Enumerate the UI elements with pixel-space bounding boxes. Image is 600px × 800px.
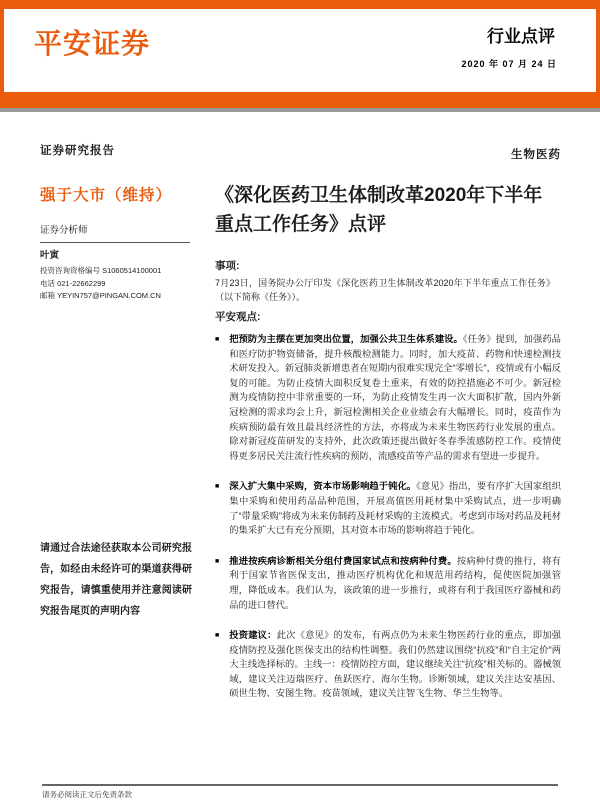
industry-label: 生物医药 [511, 149, 561, 161]
bullet-lead: 投资建议： [229, 630, 277, 641]
bullet-text [229, 332, 561, 463]
bullet-square-icon: ■ [215, 483, 220, 491]
list-item [215, 628, 561, 701]
page-title: 《深化医药卫生体制改革2020年下半年重点工作任务》点评 [215, 185, 543, 235]
bullet-body: 此次《意见》的发布，有两点仍为未来生物医药行业的重点，即加强疫情防控及强化医保支出的结构性调整。我们仍然建议围绕“抗疫”和“自主定价”两大主线选择标的。主线一：疫情防控方面，建议继续关注“抗疫”相关标的。器械领域，建议关注迈瑞医疗、鱼跃医疗、海尔生物。诊断领域，建议关注达安基因、硕世生物、安图生物。疫苗领域，建议关注智飞生物、华兰生物等。 [229, 630, 561, 699]
analyst-name: 叶寅 [40, 250, 60, 261]
list-item [215, 554, 561, 612]
footer-divider [42, 784, 558, 786]
header-left-strip [0, 0, 4, 92]
analyst-phone: 电话 021-22662299 [40, 278, 106, 288]
sidebar-disclaimer: 请通过合法途径获取本公司研究报告，如经由未经许可的渠道获得研究报告，请慎重使用并注意阅读研究报告尾页的声明内容 [40, 543, 192, 617]
analyst-license: 投资咨询资格编号 S1060514100001 [40, 266, 162, 275]
rating-label: 强于大市（维持） [40, 187, 173, 204]
analyst-email: 邮箱 YEYIN757@PINGAN.COM.CN [40, 291, 161, 300]
bullet-body: 《任务》提到，加强药品和医疗防护物资储备，提升核酸检测能力。同时，加大疫苗、药物和快速检测技术研发投入。新冠肺炎新增患者在短期内很难实现完全“零增长”，疫情或有小幅反复的可能。为防止疫情大面积反复卷土重来，有效的防控措施必不可少。新冠检测为疫情防控中非常重要的一环，为防止疫情发生再一次大面积扩散，国内外新冠检测的需求均会上升，新冠检测相关企业业绩会有大幅增长。同时，疫苗作为疾病预防最有效且最具经济性的方法，亦将成为未来生物医药行业发展的重点。除对新冠疫苗研发的支持外，此次政策还提出做好冬春季流感防控工作。疫情使得更多居民关注流行性疾病的预防，流感疫苗等产品的需求有望进一步提升。 [229, 334, 561, 461]
bullet-square-icon: ■ [215, 557, 220, 565]
report-type-label: 行业点评 [487, 27, 555, 46]
list-item [215, 332, 561, 463]
opinion-bullet-list [215, 332, 561, 717]
bullet-text [229, 628, 561, 701]
analyst-contact-block [40, 265, 200, 303]
footer-disclaimer: 请务必阅读正文后免责条款 [42, 790, 132, 799]
bullet-text [229, 554, 561, 612]
header-right-strip [596, 0, 600, 92]
bullet-square-icon: ■ [215, 336, 220, 343]
bullet-body: 按病种付费的推行，将有利于国家节省医保支出，推动医疗机构优化和规范用药结构，促使医院加强管理，降低成本。我们认为，该政策的进一步推行，或将有利于我国医疗器械和药品的进口替代。 [229, 555, 561, 610]
bullet-square-icon: ■ [215, 632, 220, 640]
bullet-text [229, 479, 561, 537]
list-item [215, 479, 561, 537]
analyst-section-label: 证券分析师 [40, 222, 190, 243]
report-date: 2020 年 07 月 24 日 [461, 59, 557, 69]
bullet-lead: 深入扩大集中采购，资本市场影响趋于钝化。 [229, 481, 417, 492]
event-body-text: 7月23日，国务院办公厅印发《深化医药卫生体制改革2020年下半年重点工作任务》（以下简称《任务》）。 [215, 278, 555, 302]
bullet-body: 《意见》指出，要有序扩大国家组织集中采购和使用药品品种范围，开展高值医用耗材集中采购试点，进一步明确了“带量采购”将成为未来仿制药及耗材采购的主流模式。考虑到市场对药品及耗材的集采扩大已有充分预期，其对资本市场的影响将趋于钝化。 [229, 481, 561, 536]
header-gray-strip [0, 108, 600, 112]
event-section-label: 事项: [215, 260, 240, 272]
pingan-securities-logo: 平安证券 [34, 28, 151, 59]
bullet-lead: 把预防为主摆在更加突出位置，加强公共卫生体系建设。 [229, 334, 463, 344]
header-orange-band [0, 92, 600, 108]
research-report-label: 证券研究报告 [40, 145, 115, 157]
bullet-lead: 推进按疾病诊断相关分组付费国家试点和按病种付费。 [229, 555, 457, 566]
header-top-strip [0, 0, 600, 9]
opinion-section-label: 平安观点: [215, 311, 261, 323]
